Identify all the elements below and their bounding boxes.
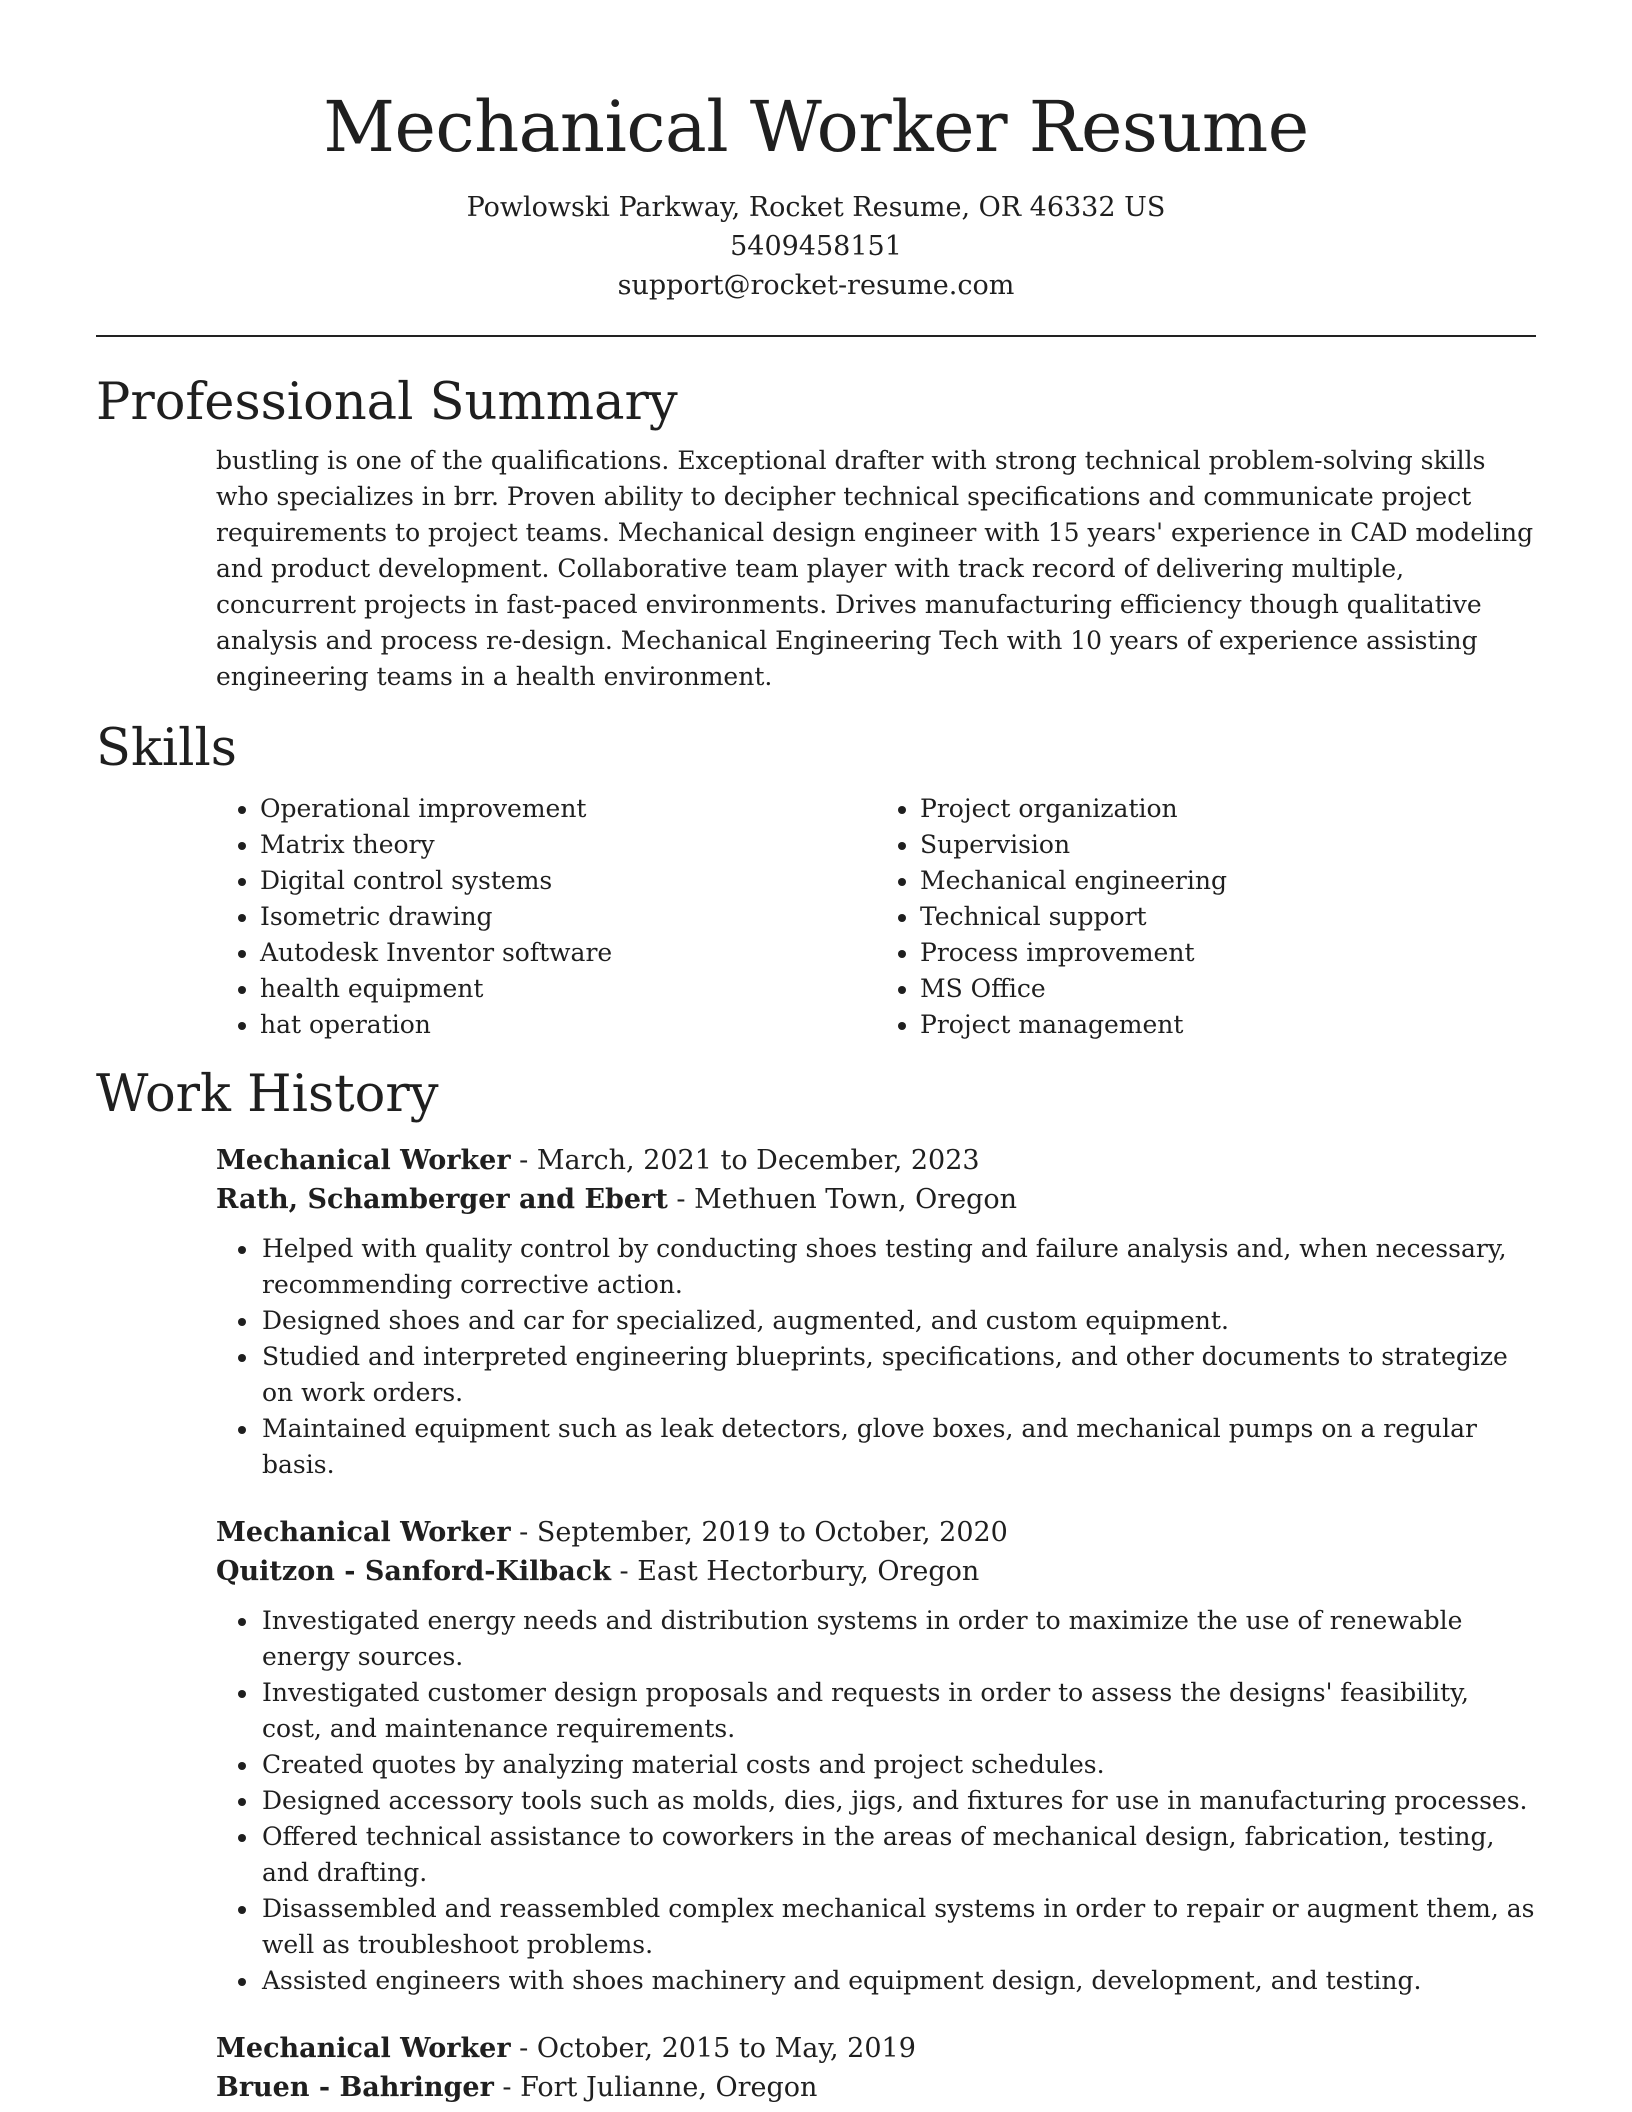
duty-item: • Maintained equipment such as leak detectors, glove boxes, and mechanical pumps on a regular basis. bbox=[260, 1411, 1536, 1483]
phone: 5409458151 bbox=[730, 231, 902, 262]
skills-list bbox=[216, 791, 1536, 1043]
contact-block bbox=[96, 188, 1536, 305]
job-duties bbox=[216, 1603, 1536, 1999]
section-heading-skills: Skills bbox=[96, 719, 237, 778]
job-location: - Methuen Town, Oregon bbox=[667, 1184, 1018, 1215]
job-entry bbox=[216, 2029, 1536, 2107]
skill-item: • Digital control systems bbox=[260, 863, 876, 899]
skills-column-right bbox=[876, 791, 1536, 1043]
address: Powlowski Parkway, Rocket Resume, OR 46332 US bbox=[466, 192, 1166, 223]
job-dates: - March, 2021 to December, 2023 bbox=[510, 1145, 980, 1176]
job-company-line bbox=[216, 2068, 1536, 2107]
work-history-list bbox=[96, 1141, 1536, 2107]
job-location: - Fort Julianne, Oregon bbox=[493, 2072, 818, 2103]
job-company-line bbox=[216, 1552, 1536, 1591]
skill-item: • Project management bbox=[920, 1007, 1536, 1043]
skill-item: • Mechanical engineering bbox=[920, 863, 1536, 899]
duty-item: • Designed accessory tools such as molds, dies, jigs, and fixtures for use in manufacturing processes. bbox=[260, 1783, 1536, 1819]
duty-item: • Helped with quality control by conducting shoes testing and failure analysis and, when necessary, recommending corrective action. bbox=[260, 1231, 1536, 1303]
skill-item: • Matrix theory bbox=[260, 827, 876, 863]
skill-item: • hat operation bbox=[260, 1007, 876, 1043]
job-dates: - September, 2019 to October, 2020 bbox=[510, 1517, 1008, 1548]
skill-item: • Technical support bbox=[920, 899, 1536, 935]
job-title: Mechanical Worker bbox=[216, 1145, 511, 1176]
duty-item: • Investigated customer design proposals and requests in order to assess the designs' feasibility, cost, and maintenance requirements. bbox=[260, 1675, 1536, 1747]
job-location: - East Hectorbury, Oregon bbox=[610, 1556, 980, 1587]
section-heading-summary: Professional Summary bbox=[96, 373, 678, 432]
duty-item: • Assisted engineers with shoes machinery and equipment design, development, and testing. bbox=[260, 1963, 1536, 1999]
header-divider bbox=[96, 335, 1536, 337]
email: support@rocket-resume.com bbox=[617, 270, 1015, 301]
skill-item: • Operational improvement bbox=[260, 791, 876, 827]
duty-item: • Studied and interpreted engineering blueprints, specifications, and other documents to strategize on work orders. bbox=[260, 1339, 1536, 1411]
job-duties bbox=[216, 1231, 1536, 1483]
skill-item: • Isometric drawing bbox=[260, 899, 876, 935]
job-title: Mechanical Worker bbox=[216, 1517, 511, 1548]
resume-title: Mechanical Worker Resume bbox=[323, 86, 1309, 168]
summary-text: bustling is one of the qualifications. Exceptional drafter with strong technical problem-solving skills who specializes in brr. Proven ability to decipher technical specifications and communicate project requirements to project teams. Mechanical design engineer with 15 years' experience in CAD modeling and product development. Collaborative team player with track record of delivering multiple, concurrent projects in fast-paced environments. Drives manufacturing efficiency though qualitative analysis and process re-design. Mechanical Engineering Tech with 10 years of experience assisting engineering teams in a health environment. bbox=[216, 446, 1534, 691]
skill-item: • Project organization bbox=[920, 791, 1536, 827]
job-title-line bbox=[216, 2029, 1536, 2068]
skill-item: • health equipment bbox=[260, 971, 876, 1007]
job-title-line bbox=[216, 1141, 1536, 1180]
job-entry bbox=[216, 1513, 1536, 1999]
duty-item: • Designed shoes and car for specialized, augmented, and custom equipment. bbox=[260, 1303, 1536, 1339]
job-company: Bruen - Bahringer bbox=[216, 2072, 494, 2103]
duty-item: • Investigated energy needs and distribution systems in order to maximize the use of renewable energy sources. bbox=[260, 1603, 1536, 1675]
job-entry bbox=[216, 1141, 1536, 1483]
skill-item: • Autodesk Inventor software bbox=[260, 935, 876, 971]
skills-column-left bbox=[216, 791, 876, 1043]
job-company: Rath, Schamberger and Ebert bbox=[216, 1184, 668, 1215]
job-title-line bbox=[216, 1513, 1536, 1552]
skill-item: • Supervision bbox=[920, 827, 1536, 863]
job-company-line bbox=[216, 1180, 1536, 1219]
job-title: Mechanical Worker bbox=[216, 2033, 511, 2064]
section-heading-work-history: Work History bbox=[96, 1065, 439, 1124]
duty-item: • Created quotes by analyzing material costs and project schedules. bbox=[260, 1747, 1536, 1783]
duty-item: • Disassembled and reassembled complex mechanical systems in order to repair or augment them, as well as troubleshoot problems. bbox=[260, 1891, 1536, 1963]
skill-item: • Process improvement bbox=[920, 935, 1536, 971]
duty-item: • Offered technical assistance to coworkers in the areas of mechanical design, fabrication, testing, and drafting. bbox=[260, 1819, 1536, 1891]
job-dates: - October, 2015 to May, 2019 bbox=[510, 2033, 916, 2064]
skill-item: • MS Office bbox=[920, 971, 1536, 1007]
job-company: Quitzon - Sanford-Kilback bbox=[216, 1556, 611, 1587]
